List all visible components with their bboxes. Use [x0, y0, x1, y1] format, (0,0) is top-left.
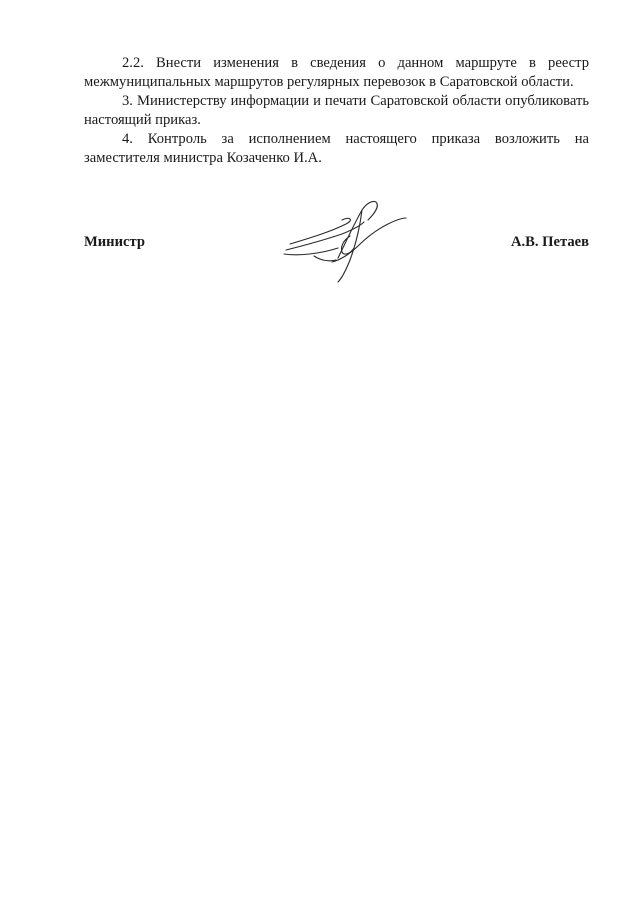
paragraph-3: 3. Министерству информации и печати Саратовской области опубликовать настоящий приказ. [84, 93, 589, 128]
order-body [84, 54, 589, 168]
handwritten-signature [280, 198, 410, 284]
signatory-name: А.В. Петаев [510, 234, 589, 250]
paragraph-4: 4. Контроль за исполнением настоящего приказа возложить на заместителя министра Козаченко И.А. [84, 131, 589, 166]
paragraph-2-2: 2.2. Внести изменения в сведения о данном маршруте в реестр межмуниципальных маршрутов регулярных перевозок в Саратовской области. [84, 55, 589, 90]
signatory-title: Министр [84, 234, 145, 250]
signature-block [84, 198, 589, 288]
